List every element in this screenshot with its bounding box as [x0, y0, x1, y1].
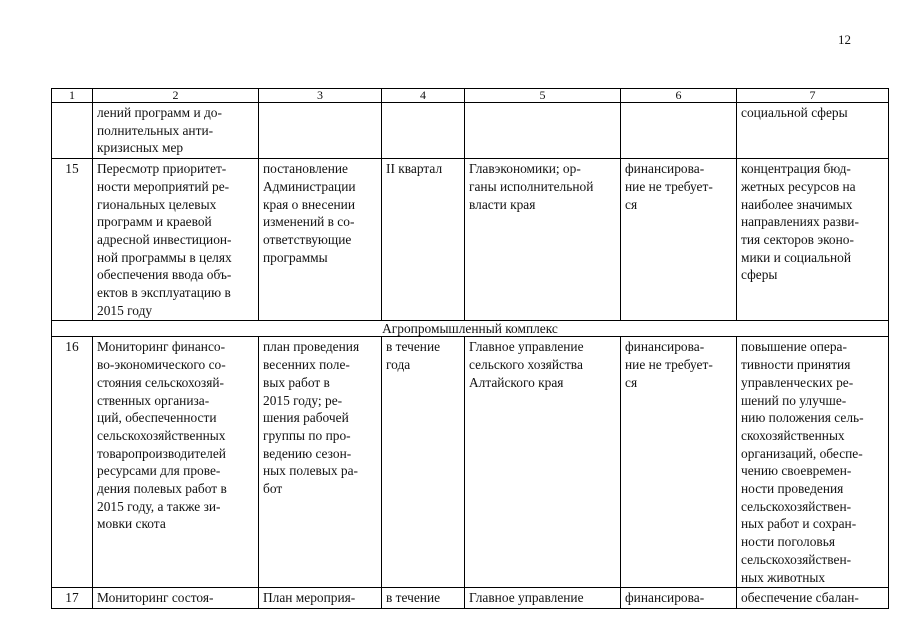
- row-number-cell: [52, 103, 93, 159]
- form-cell: план проведения весенних поле- вых работ в 2015 году; ре- шения рабочей группы по про- ведению сезон- ных полевых ра- бот: [259, 337, 382, 588]
- form-cell: [259, 103, 382, 159]
- measure-cell: Мониторинг финансо- во-экономического со- стояния сельскохозяй- ственных организа- ций, обеспеченности сельскохозяйственных товаропроизводителей ресурсами для прове- дения полевых работ в 2015 году, а также зи- мовки скота: [93, 337, 259, 588]
- table-row: [52, 159, 889, 321]
- executors-cell: [465, 103, 621, 159]
- page-number: 12: [838, 32, 851, 47]
- section-row: [52, 321, 889, 337]
- table-row-continuation: [52, 103, 889, 159]
- result-cell: обеспечение сбалан-: [737, 588, 889, 609]
- row-number-cell: 15: [52, 159, 93, 321]
- column-number-1: 1: [52, 89, 93, 103]
- measure-cell: Пересмотр приоритет- ности мероприятий ре- гиональных целевых программ и краевой адресной инвестицион- ной программы в целях обеспечения ввода объ- ектов в эксплуатацию в 2015 году: [93, 159, 259, 321]
- form-cell: постановление Администрации края о внесении изменений в со- ответствующие программы: [259, 159, 382, 321]
- section-title: Агропромышленный комплекс: [52, 321, 889, 337]
- deadline-cell: в течение: [382, 588, 465, 609]
- table-row: [52, 588, 889, 609]
- funding-cell: финансирова- ние не требует- ся: [621, 159, 737, 321]
- column-number-2: 2: [93, 89, 259, 103]
- result-cell: концентрация бюд- жетных ресурсов на наиболее значимых направлениях разви- тия секторов эконо- мики и социальной сферы: [737, 159, 889, 321]
- row-number-cell: 16: [52, 337, 93, 588]
- result-cell: повышение опера- тивности принятия управленческих ре- шений по улучше- нию положения сель- скохозяйственных организаций, обеспе- чению своевремен- ности проведения сельскохозяйствен- ных работ и сохран- ности поголовья сельскохозяйствен- ных животных: [737, 337, 889, 588]
- measure-cell: лений программ и до- полнительных анти- кризисных мер: [93, 103, 259, 159]
- funding-cell: [621, 103, 737, 159]
- plan-table: [51, 88, 889, 609]
- row-number-cell: 17: [52, 588, 93, 609]
- funding-cell: финансирова-: [621, 588, 737, 609]
- deadline-cell: [382, 103, 465, 159]
- column-number-5: 5: [465, 89, 621, 103]
- deadline-cell: II квартал: [382, 159, 465, 321]
- table-row: [52, 337, 889, 588]
- form-cell: План мероприя-: [259, 588, 382, 609]
- column-number-3: 3: [259, 89, 382, 103]
- funding-cell: финансирова- ние не требует- ся: [621, 337, 737, 588]
- column-number-4: 4: [382, 89, 465, 103]
- result-cell: социальной сферы: [737, 103, 889, 159]
- deadline-cell: в течение года: [382, 337, 465, 588]
- executors-cell: Главное управление сельского хозяйства Алтайского края: [465, 337, 621, 588]
- column-number-6: 6: [621, 89, 737, 103]
- table-header-row: [52, 89, 889, 103]
- measure-cell: Мониторинг состоя-: [93, 588, 259, 609]
- column-number-7: 7: [737, 89, 889, 103]
- executors-cell: Главное управление: [465, 588, 621, 609]
- executors-cell: Главэкономики; ор- ганы исполнительной власти края: [465, 159, 621, 321]
